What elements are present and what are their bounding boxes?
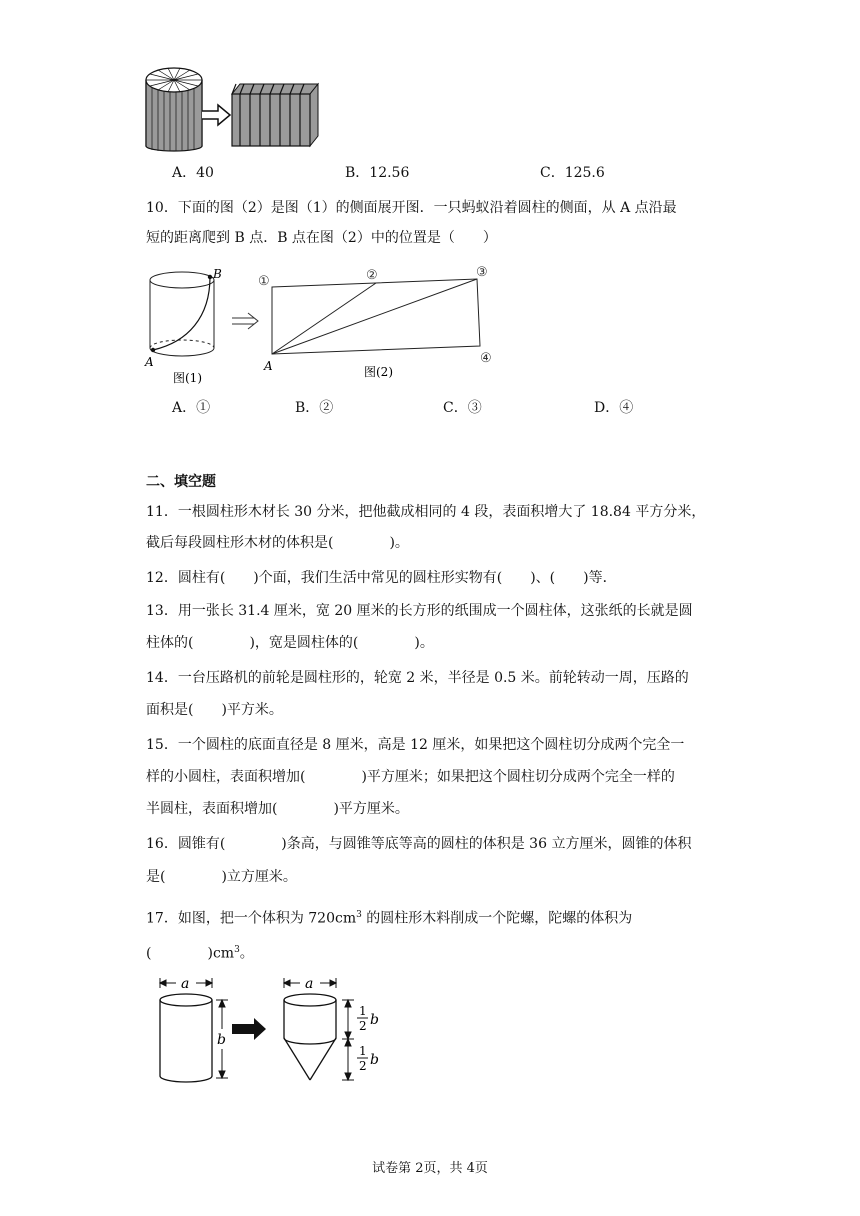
cylinder-label-b: b [217, 1032, 226, 1048]
q17-unit: cm [335, 910, 357, 927]
top-label-a: a [305, 976, 314, 992]
q10-option-a[interactable]: A．① [172, 400, 211, 416]
q10-figure [140, 262, 510, 390]
q17-text-end: 。 [239, 945, 254, 962]
fig1-label-b: B [213, 267, 222, 281]
q15-text-line1: 15．一个圆柱的底面直径是 8 厘米，高是 12 厘米，如果把这个圆柱切分成两个完全一 [146, 737, 685, 753]
q9-cylinder-figure [140, 64, 322, 152]
point-a-dot [151, 348, 155, 352]
figure-1-cylinder [150, 272, 214, 356]
fig1-caption: 图(1) [173, 371, 202, 385]
q17-text-line2 [146, 940, 254, 964]
q13-text-line1: 13．用一张长 31.4 厘米，宽 20 厘米的长方形的纸围成一个圆柱体，这张纸的长就是圆 [146, 603, 693, 619]
point-b-dot [208, 275, 212, 279]
fig2-caption: 图(2) [364, 365, 393, 379]
q17-figure [150, 974, 390, 1092]
q15-text-line2: 样的小圆柱，表面积增加( )平方厘米；如果把这个圆柱切分成两个完全一样的 [146, 769, 675, 785]
q11-text-line2: 截后每段圆柱形木材的体积是( )。 [146, 535, 409, 551]
marker-3: ③ [476, 265, 488, 280]
marker-2: ② [366, 268, 378, 283]
page-footer: 试卷第 2页，共 4页 [372, 1161, 488, 1176]
q10-option-b[interactable]: B．② [295, 400, 334, 416]
q10-text-line2: 短的距离爬到 B 点．B 点在图（2）中的位置是（ ） [146, 230, 497, 246]
q13-text-line2: 柱体的( )，宽是圆柱体的( )。 [146, 635, 434, 651]
q16-text-line2: 是( )立方厘米。 [146, 869, 297, 885]
cylinder-label-a: a [181, 976, 190, 992]
q17-unit-exponent-2: 3 [234, 945, 240, 955]
upper-half-b-fraction [357, 1004, 379, 1033]
q12-text-line1: 12．圆柱有( )个面，我们生活中常见的圆柱形实物有( )、( )等． [146, 570, 617, 586]
rearranged-block [232, 84, 318, 146]
q10-text-line1: 10．下面的图（2）是图（1）的侧面展开图．一只蚂蚁沿着圆柱的侧面，从 A 点沿最 [146, 200, 677, 216]
q17-unit-exponent: 3 [356, 910, 362, 920]
q10-option-c[interactable]: C．③ [443, 400, 482, 416]
q17-text-line1 [146, 905, 632, 929]
q9-option-b[interactable]: B．12.56 [345, 165, 410, 181]
q16-text-line1: 16．圆锥有( )条高，与圆锥等底等高的圆柱的体积是 36 立方厘米，圆锥的体积 [146, 836, 692, 852]
q17-text-part-a: 17．如图，把一个体积为 720 [146, 910, 335, 927]
right-arrow-icon [202, 105, 230, 125]
cylinder-shape [160, 994, 212, 1082]
lower-half-b-fraction [357, 1044, 379, 1073]
q14-text-line2: 面积是( )平方米。 [146, 702, 283, 718]
implies-arrow-icon [232, 313, 258, 329]
figure-2-rectangle [272, 279, 480, 354]
upper-frac-variable: b [370, 1012, 379, 1028]
q11-text-line1: 11．一根圆柱形木材长 30 分米，把他截成相同的 4 段，表面积增大了 18.84 平方分米， [146, 504, 706, 520]
right-arrow-icon [232, 1018, 266, 1040]
q17-text-part-b: 的圆柱形木料削成一个陀螺，陀螺的体积为 [361, 910, 633, 927]
upper-frac-denominator: 2 [359, 1019, 367, 1033]
marker-1: ① [258, 274, 270, 289]
upper-frac-numerator: 1 [359, 1004, 367, 1018]
cylinder-striped [146, 68, 202, 151]
q10-option-d[interactable]: D．④ [594, 400, 634, 416]
q9-option-c[interactable]: C．125.6 [540, 165, 605, 181]
section-title-fill-in: 二、填空题 [146, 474, 216, 490]
fig1-label-a: A [145, 355, 154, 369]
lower-frac-denominator: 2 [359, 1059, 367, 1073]
lower-frac-variable: b [370, 1052, 379, 1068]
q9-option-a[interactable]: A．40 [172, 165, 214, 181]
q17-unit-2: cm [212, 945, 235, 962]
marker-4: ④ [480, 351, 492, 366]
q17-answer-blank: ( ) [146, 945, 213, 962]
top-height-dimensions [342, 1000, 354, 1080]
q14-text-line1: 14．一台压路机的前轮是圆柱形的，轮宽 2 米，半径是 0.5 米。前轮转动一周，压路的 [146, 670, 689, 686]
spinning-top-shape [284, 994, 336, 1080]
fig2-label-a: A [264, 359, 273, 373]
q15-text-line3: 半圆柱，表面积增加( )平方厘米。 [146, 801, 409, 817]
lower-frac-numerator: 1 [359, 1044, 367, 1058]
